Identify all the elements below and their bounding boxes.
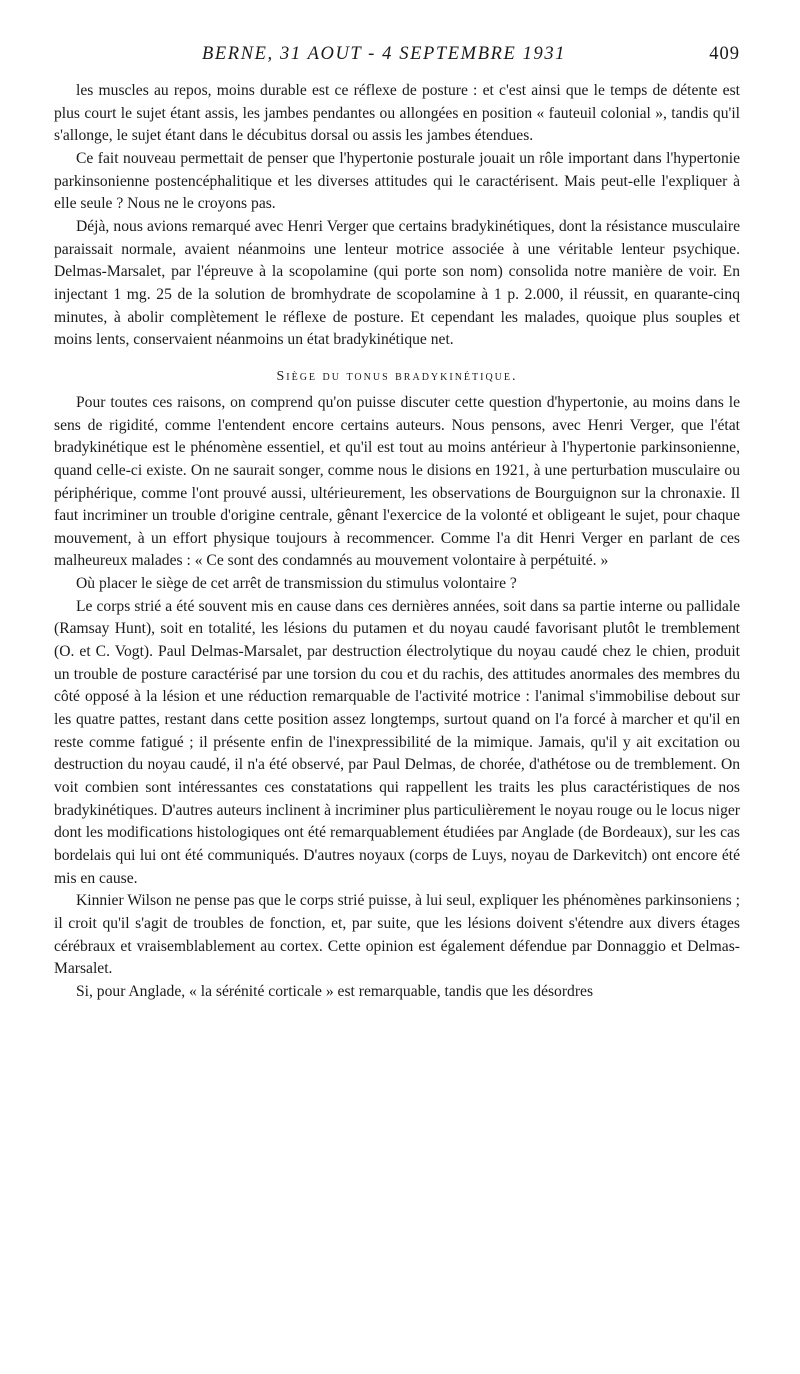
running-head: BERNE, 31 AOUT - 4 SEPTEMBRE 1931 [202, 44, 567, 64]
body-text [54, 80, 740, 1004]
paragraph: Où placer le siège de cet arrêt de transmission du stimulus volontaire ? [76, 575, 517, 593]
paragraph: Pour toutes ces raisons, on comprend qu'on puisse discuter cette question d'hypertonie, au moins dans le sens de rigidité, comme l'entendent encore certains auteurs. Nous pensons, avec Henri Verger, que l'état bradykinétique est le phénomène essentiel, et qu'il est tout au moins antérieur à l'hypertonie parkinsonienne, quand celle-ci existe. On ne saurait songer, comme nous le disions en 1921, à une perturbation musculaire ou périphérique, comme l'ont prouvé aussi, ultérieurement, les observations de Bourguignon sur la chronaxie. Il faut incriminer un trouble d'origine centrale, gênant l'exercice de la volonté et obligeant le sujet, pour chaque mouvement, à un effort physique toujours à recommencer. Comme l'a dit Henri Verger en parlant de ces malheureux malades : « Ce sont des condamnés au mouvement volontaire à perpétuité. » [54, 393, 740, 570]
paragraph: les muscles au repos, moins durable est ce réflexe de posture : et c'est ainsi que le temps de détente est plus court le sujet étant assis, les jambes pendantes ou allongées en position « fauteuil colonial », tandis qu'il s'allonge, le sujet étant dans le décubitus dorsal ou assis les jambes étendues. [54, 82, 740, 145]
page-header [54, 44, 740, 80]
page-number: 409 [709, 44, 740, 64]
paragraph: Le corps strié a été souvent mis en cause dans ces dernières années, soit dans sa partie interne ou pallidale (Ramsay Hunt), soit en totalité, les lésions du putamen et du noyau caudé favorisant plutôt le tremblement (O. et C. Vogt). Paul Delmas-Marsalet, par destruction électrolytique du noyau caudé chez le chien, produit un trouble de posture caractérisé par une torsion du cou et du rachis, des attitudes anormales des membres du côté opposé à la lésion et une réduction remarquable de l'activité motrice : l'animal s'immobilise debout sur les quatre pattes, restant dans cette position assez longtemps, surtout quand on l'a forcé à marcher et qu'il en reste comme fatigué ; il présente enfin de l'inexpressibilité de la mimique. Jamais, qu'il y ait excitation ou destruction du noyau caudé, il n'a été observé, par Paul Delmas, de chorée, d'athétose ou de tremblement. On voit combien sont intéressantes ces constatations qui rappellent les traits les plus caractéristiques de nos bradykinétiques. D'autres auteurs inclinent à incriminer plus particulièrement le noyau rouge ou le locus niger dont les modifications histologiques ont été remarquablement étudiées par Anglade (de Bordeaux), sur les cas bordelais qui lui ont été communiqués. D'autres noyaux (corps de Luys, noyau de Darkevitch) ont encore été mis en cause. [54, 597, 740, 887]
paragraph: Ce fait nouveau permettait de penser que l'hypertonie posturale jouait un rôle important dans l'hypertonie parkinsonienne postencéphalitique et les diverses attitudes qui le caractérisent. Mais peut-elle l'expliquer à elle seule ? Nous ne le croyons pas. [54, 149, 740, 213]
paragraph: Kinnier Wilson ne pense pas que le corps strié puisse, à lui seul, expliquer les phénomènes parkinsoniens ; il croit qu'il s'agit de troubles de fonction, et, par suite, que les lésions doivent s'étendre aux divers étages cérébraux et vraisemblablement au cortex. Cette opinion est également défendue par Donnaggio et Delmas-Marsalet. [54, 892, 740, 978]
section-heading: Siège du tonus bradykinétique. [276, 368, 518, 384]
paragraph: Déjà, nous avions remarqué avec Henri Verger que certains bradykinétiques, dont la résistance musculaire paraissait normale, avaient néanmoins une lenteur motrice associée à une véritable lenteur psychique. Delmas-Marsalet, par l'épreuve à la scopolamine (qui porte son nom) consolida notre manière de voir. En injectant 1 mg. 25 de la solution de bromhydrate de scopolamine à 1 p. 2.000, il réussit, en quarante-cinq minutes, à abolir complètement le réflexe de posture. Et cependant les malades, quoique plus souples et moins lents, conservaient néanmoins un état bradykinétique net. [54, 217, 740, 349]
paragraph: Si, pour Anglade, « la sérénité corticale » est remarquable, tandis que les désordres [76, 982, 594, 1000]
